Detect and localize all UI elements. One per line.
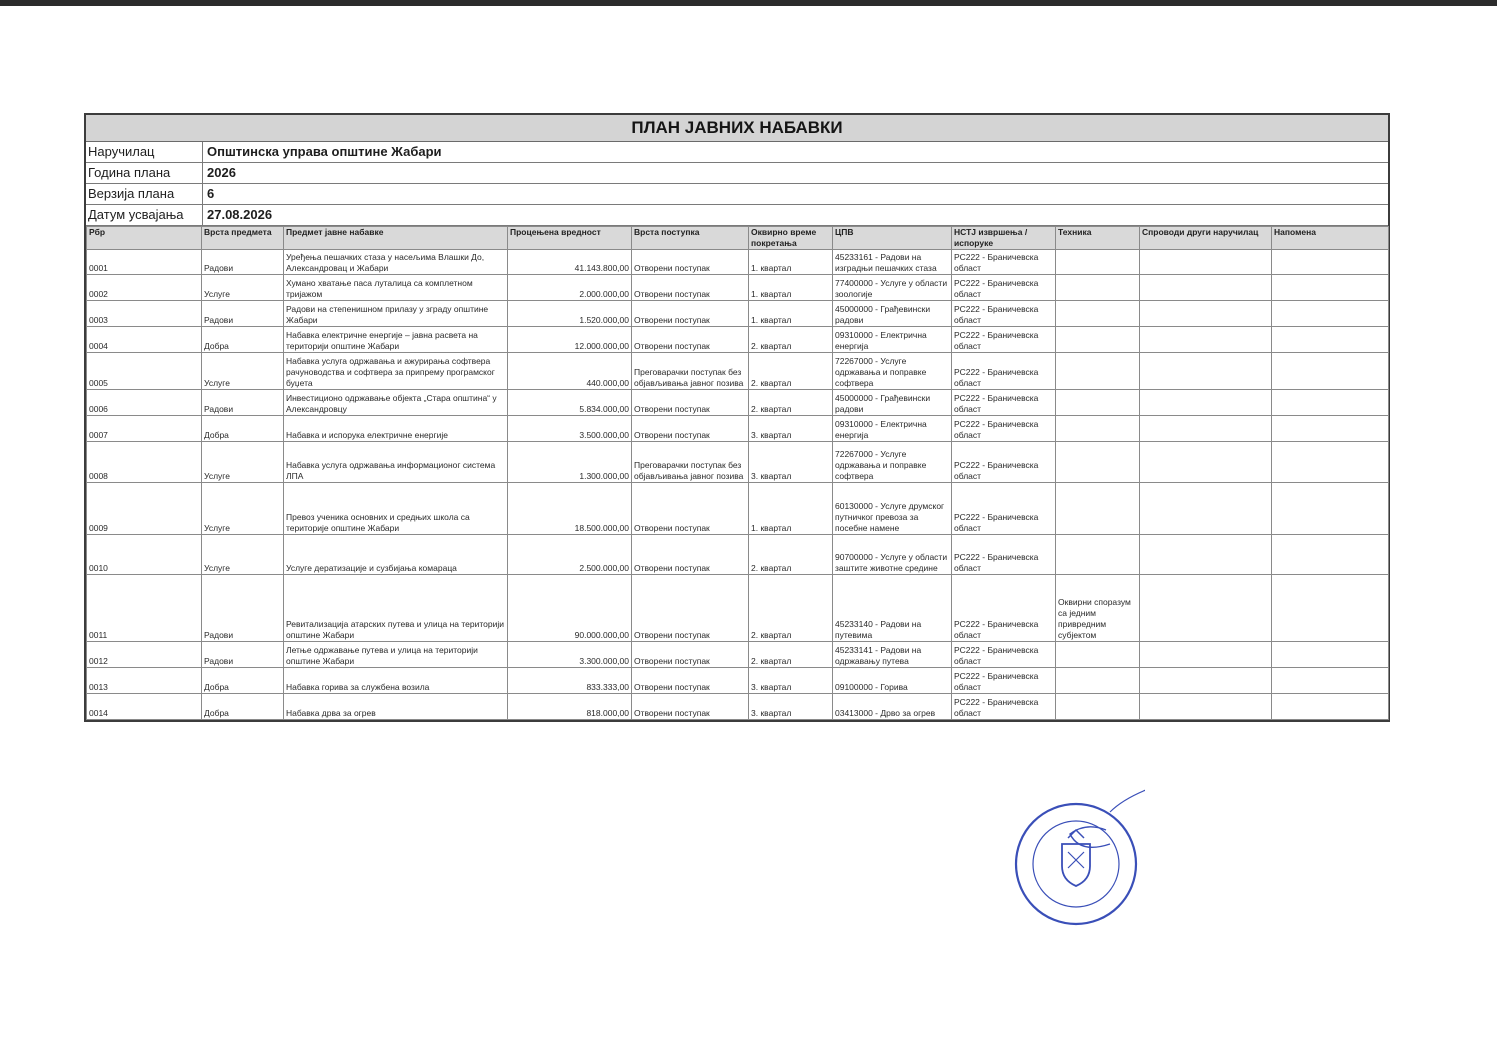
table-cell: Радови — [202, 642, 284, 668]
table-row — [87, 575, 1389, 642]
table-cell: 1.300.000,00 — [508, 442, 632, 483]
table-cell: 45233140 - Радови на путевима — [833, 575, 952, 642]
table-cell: 2. квартал — [749, 353, 833, 390]
meta-value: 6 — [207, 186, 215, 201]
table-cell — [1272, 353, 1389, 390]
table-cell: РС222 - Браничевска област — [952, 668, 1056, 694]
table-cell: 3.300.000,00 — [508, 642, 632, 668]
column-header: Рбр — [87, 227, 202, 250]
table-cell: Услуге — [202, 483, 284, 535]
table-cell — [1140, 694, 1272, 720]
table-row — [87, 442, 1389, 483]
table-cell — [1272, 301, 1389, 327]
table-cell: РС222 - Браничевска област — [952, 416, 1056, 442]
column-header: Оквирно време покретања — [749, 227, 833, 250]
table-cell: Услуге — [202, 275, 284, 301]
table-cell: 45233141 - Радови на одржавању путева — [833, 642, 952, 668]
column-header: Врста предмета — [202, 227, 284, 250]
municipality-seal-stamp — [1010, 772, 1145, 950]
table-cell: 0014 — [87, 694, 202, 720]
table-cell: Отворени поступак — [632, 694, 749, 720]
table-cell — [1056, 275, 1140, 301]
column-header: Процењена вредност — [508, 227, 632, 250]
table-cell: 3. квартал — [749, 668, 833, 694]
table-cell — [1056, 250, 1140, 275]
table-cell: 03413000 - Дрво за огрев — [833, 694, 952, 720]
table-cell — [1272, 694, 1389, 720]
table-cell: 0001 — [87, 250, 202, 275]
table-cell: 818.000,00 — [508, 694, 632, 720]
meta-value: Општинска управа општине Жабари — [207, 144, 442, 159]
table-cell: 3.500.000,00 — [508, 416, 632, 442]
meta-label: Датум усвајања — [86, 205, 203, 225]
meta-value: 2026 — [207, 165, 236, 180]
table-cell: 09310000 - Електрична енергија — [833, 327, 952, 353]
table-row — [87, 353, 1389, 390]
table-cell — [1056, 416, 1140, 442]
table-cell: Отворени поступак — [632, 301, 749, 327]
table-cell — [1272, 390, 1389, 416]
table-cell: Набавка електричне енергије – јавна расвета на територији општине Жабари — [284, 327, 508, 353]
table-cell — [1056, 642, 1140, 668]
table-cell: Услуге дератизације и сузбијања комараца — [284, 535, 508, 575]
table-cell: 2. квартал — [749, 535, 833, 575]
table-cell: 3. квартал — [749, 442, 833, 483]
table-cell: Радови на степенишном прилазу у зграду општине Жабари — [284, 301, 508, 327]
table-cell: 2. квартал — [749, 390, 833, 416]
table-cell: Отворени поступак — [632, 575, 749, 642]
table-cell: 3. квартал — [749, 416, 833, 442]
table-cell: 45000000 - Грађевински радови — [833, 301, 952, 327]
table-row — [87, 250, 1389, 275]
table-cell — [1056, 535, 1140, 575]
column-header: Техника — [1056, 227, 1140, 250]
table-cell — [1140, 442, 1272, 483]
scan-top-edge — [0, 0, 1497, 6]
table-cell: 2. квартал — [749, 327, 833, 353]
table-cell: Радови — [202, 250, 284, 275]
meta-row — [86, 184, 1388, 205]
table-cell: 2. квартал — [749, 575, 833, 642]
table-row — [87, 275, 1389, 301]
column-header: НСТЈ извршења / испоруке — [952, 227, 1056, 250]
table-cell: Хумано хватање паса луталица са комплетном тријажом — [284, 275, 508, 301]
table-row — [87, 642, 1389, 668]
table-cell — [1056, 694, 1140, 720]
table-cell: Отворени поступак — [632, 250, 749, 275]
table-cell: 1. квартал — [749, 301, 833, 327]
table-row — [87, 327, 1389, 353]
table-cell: 0007 — [87, 416, 202, 442]
table-cell — [1272, 668, 1389, 694]
table-header-row — [87, 227, 1389, 250]
procurement-plan-document — [84, 113, 1390, 722]
table-cell: РС222 - Браничевска област — [952, 535, 1056, 575]
table-cell: Услуге — [202, 442, 284, 483]
table-cell: 2. квартал — [749, 642, 833, 668]
table-cell: 1. квартал — [749, 275, 833, 301]
table-cell: Набавка и испорука електричне енергије — [284, 416, 508, 442]
table-cell: Отворени поступак — [632, 390, 749, 416]
table-cell: 1. квартал — [749, 483, 833, 535]
table-cell: Набавка дрва за огрев — [284, 694, 508, 720]
table-cell: 2.500.000,00 — [508, 535, 632, 575]
table-row — [87, 535, 1389, 575]
table-cell: 0005 — [87, 353, 202, 390]
table-cell — [1056, 668, 1140, 694]
table-cell: 0002 — [87, 275, 202, 301]
table-cell: Отворени поступак — [632, 275, 749, 301]
table-cell: Отворени поступак — [632, 668, 749, 694]
procurement-table — [86, 226, 1389, 720]
table-cell — [1056, 353, 1140, 390]
table-cell — [1272, 535, 1389, 575]
table-cell — [1272, 483, 1389, 535]
plan-metadata — [86, 142, 1388, 226]
table-cell: РС222 - Браничевска област — [952, 483, 1056, 535]
table-cell: 5.834.000,00 — [508, 390, 632, 416]
table-cell: РС222 - Браничевска област — [952, 250, 1056, 275]
meta-label: Година плана — [86, 163, 203, 183]
table-cell: 72267000 - Услуге одржавања и поправке софтвера — [833, 353, 952, 390]
table-cell: 833.333,00 — [508, 668, 632, 694]
table-cell: Отворени поступак — [632, 535, 749, 575]
table-cell: 18.500.000,00 — [508, 483, 632, 535]
table-row — [87, 416, 1389, 442]
table-cell: 72267000 - Услуге одржавања и поправке софтвера — [833, 442, 952, 483]
table-cell: 0012 — [87, 642, 202, 668]
meta-row — [86, 142, 1388, 163]
table-cell: Отворени поступак — [632, 416, 749, 442]
table-cell: 90.000.000,00 — [508, 575, 632, 642]
table-row — [87, 390, 1389, 416]
table-cell — [1272, 416, 1389, 442]
table-cell: 0009 — [87, 483, 202, 535]
table-cell — [1056, 327, 1140, 353]
meta-label: Наручилац — [86, 142, 203, 162]
table-cell: 0010 — [87, 535, 202, 575]
column-header: Врста поступка — [632, 227, 749, 250]
table-cell: Радови — [202, 390, 284, 416]
table-cell — [1272, 442, 1389, 483]
table-cell — [1056, 301, 1140, 327]
table-cell: РС222 - Браничевска област — [952, 575, 1056, 642]
table-cell: 0013 — [87, 668, 202, 694]
table-cell: 09100000 - Горива — [833, 668, 952, 694]
table-cell — [1056, 483, 1140, 535]
table-cell: 2.000.000,00 — [508, 275, 632, 301]
meta-row — [86, 205, 1388, 226]
table-row — [87, 483, 1389, 535]
table-cell — [1140, 301, 1272, 327]
table-cell — [1140, 668, 1272, 694]
table-cell: РС222 - Браничевска област — [952, 327, 1056, 353]
table-cell: 440.000,00 — [508, 353, 632, 390]
table-cell: Отворени поступак — [632, 642, 749, 668]
table-cell: 45000000 - Грађевински радови — [833, 390, 952, 416]
table-cell — [1056, 390, 1140, 416]
table-cell: 45233161 - Радови на изградњи пешачких стаза — [833, 250, 952, 275]
table-cell — [1272, 327, 1389, 353]
meta-value: 27.08.2026 — [207, 207, 273, 222]
table-cell: 60130000 - Услуге друмског путничког превоза за посебне намене — [833, 483, 952, 535]
table-cell: Отворени поступак — [632, 483, 749, 535]
table-cell: 09310000 - Електрична енергија — [833, 416, 952, 442]
table-cell: Добра — [202, 416, 284, 442]
table-cell: Добра — [202, 668, 284, 694]
meta-row — [86, 163, 1388, 184]
table-cell — [1140, 275, 1272, 301]
table-cell: 41.143.800,00 — [508, 250, 632, 275]
table-cell — [1056, 442, 1140, 483]
table-cell: 0003 — [87, 301, 202, 327]
table-cell — [1140, 327, 1272, 353]
table-cell — [1140, 390, 1272, 416]
table-cell — [1140, 353, 1272, 390]
table-cell: Отворени поступак — [632, 327, 749, 353]
table-cell — [1140, 483, 1272, 535]
table-cell — [1140, 416, 1272, 442]
table-cell: Инвестиционо одржавање објекта „Стара општина“ у Александровцу — [284, 390, 508, 416]
table-cell: 12.000.000,00 — [508, 327, 632, 353]
table-cell — [1140, 642, 1272, 668]
table-cell: 0006 — [87, 390, 202, 416]
table-cell: Набавка горива за службена возила — [284, 668, 508, 694]
column-header: Напомена — [1272, 227, 1389, 250]
table-cell: Оквирни споразум са једним привредним субјектом — [1056, 575, 1140, 642]
table-cell: РС222 - Браничевска област — [952, 642, 1056, 668]
table-cell — [1272, 642, 1389, 668]
table-cell: 77400000 - Услуге у области зоологије — [833, 275, 952, 301]
table-cell: РС222 - Браничевска област — [952, 353, 1056, 390]
column-header: Предмет јавне набавке — [284, 227, 508, 250]
table-cell — [1272, 250, 1389, 275]
table-cell: Радови — [202, 301, 284, 327]
column-header: Спроводи други наручилац — [1140, 227, 1272, 250]
table-cell: Преговарачки поступак без објављивања јавног позива — [632, 353, 749, 390]
table-cell: Услуге — [202, 535, 284, 575]
table-cell: Радови — [202, 575, 284, 642]
document-title: ПЛАН ЈАВНИХ НАБАВКИ — [86, 115, 1388, 142]
table-cell: 1.520.000,00 — [508, 301, 632, 327]
table-cell: 0004 — [87, 327, 202, 353]
table-cell: Набавка услуга одржавања информационог система ЛПА — [284, 442, 508, 483]
table-cell: Набавка услуга одржавања и ажурирања софтвера рачуноводства и софтвера за припрему програмског буџета — [284, 353, 508, 390]
table-cell — [1140, 575, 1272, 642]
table-cell — [1140, 250, 1272, 275]
table-cell: 90700000 - Услуге у области заштите животне средине — [833, 535, 952, 575]
table-cell: Добра — [202, 327, 284, 353]
table-row — [87, 668, 1389, 694]
table-cell: РС222 - Браничевска област — [952, 275, 1056, 301]
table-cell: РС222 - Браничевска област — [952, 442, 1056, 483]
table-cell: 0008 — [87, 442, 202, 483]
table-cell — [1140, 535, 1272, 575]
table-cell: 3. квартал — [749, 694, 833, 720]
table-row — [87, 301, 1389, 327]
column-header: ЦПВ — [833, 227, 952, 250]
table-cell: Добра — [202, 694, 284, 720]
table-body — [87, 250, 1389, 720]
table-cell: Преговарачки поступак без објављивања јавног позива — [632, 442, 749, 483]
meta-label: Верзија плана — [86, 184, 203, 204]
table-row — [87, 694, 1389, 720]
table-cell: Услуге — [202, 353, 284, 390]
table-cell — [1272, 575, 1389, 642]
table-cell: РС222 - Браничевска област — [952, 301, 1056, 327]
table-cell — [1272, 275, 1389, 301]
table-cell: РС222 - Браничевска област — [952, 390, 1056, 416]
table-cell: 1. квартал — [749, 250, 833, 275]
table-cell: Летње одржавање путева и улица на територији општине Жабари — [284, 642, 508, 668]
table-cell: Превоз ученика основних и средњих школа са територије општине Жабари — [284, 483, 508, 535]
table-cell: РС222 - Браничевска област — [952, 694, 1056, 720]
table-cell: Уређења пешачких стаза у насељима Влашки До, Александровац и Жабари — [284, 250, 508, 275]
table-cell: Ревитализација атарских путева и улица на територији општине Жабари — [284, 575, 508, 642]
table-cell: 0011 — [87, 575, 202, 642]
